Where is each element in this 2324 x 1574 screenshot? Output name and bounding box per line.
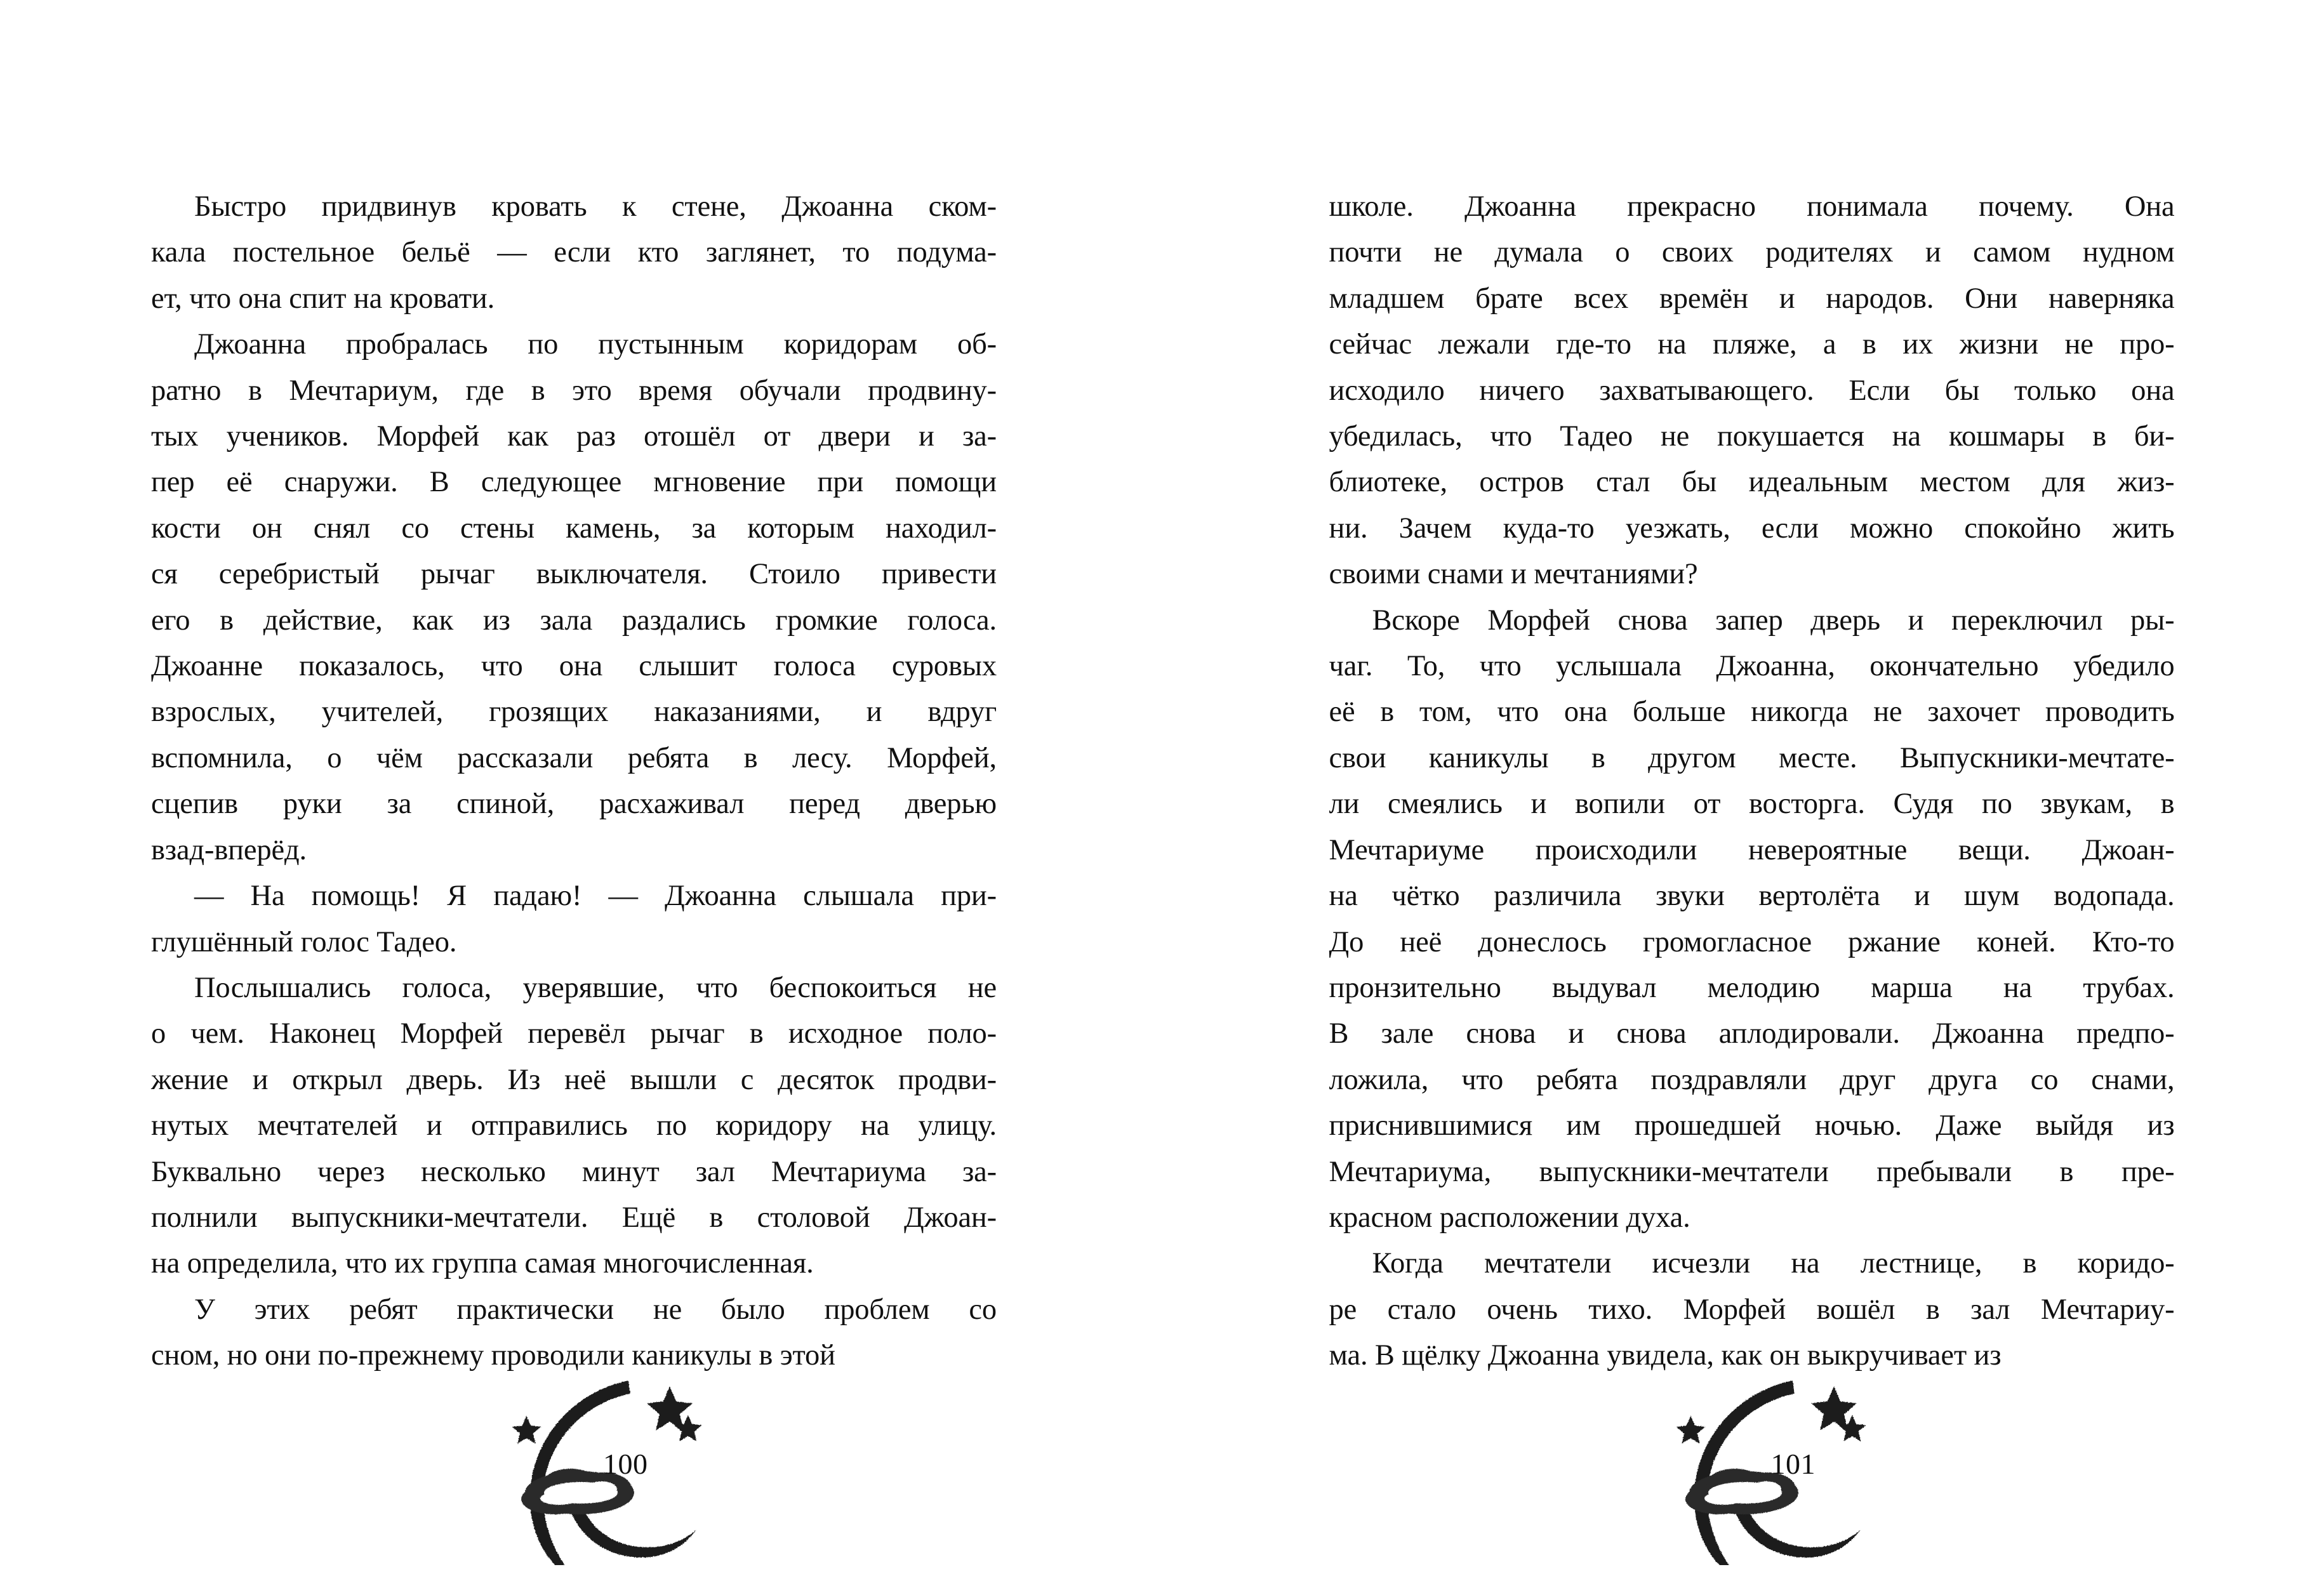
left-page-textblock: [151, 184, 997, 1379]
text-line: — На помощь! Я падаю! — Джоанна слышала при-: [194, 880, 997, 913]
text-line: сцепив руки за спиной, расхаживал перед дверью: [151, 788, 997, 821]
text-line: его в действие, как из зала раздались громкие голоса.: [151, 604, 997, 637]
text-line: убедилась, что Тадео не покушается на кошмары в би-: [1329, 420, 2175, 453]
text-line: приснившимися им прошедшей ночью. Даже выйдя из: [1329, 1109, 2175, 1142]
text-line: ратно в Мечтариум, где в это время обучали продвину-: [151, 374, 997, 407]
text-line: кости он снял со стены камень, за которым находил-: [151, 512, 997, 545]
text-line: полнили выпускники-мечтатели. Ещё в столовой Джоан-: [151, 1201, 997, 1234]
page-number-right: 101: [1770, 1448, 1816, 1480]
text-line: ся серебристый рычаг выключателя. Стоило привести: [151, 558, 997, 591]
text-line: ет, что она спит на кровати.: [151, 282, 495, 315]
text-line: пер её снаружи. В следующее мгновение при помощи: [151, 466, 997, 499]
text-line: кала постельное бельё — если кто заглянет, то подума-: [151, 236, 997, 269]
paragraph: [1329, 184, 2175, 598]
text-line: ложила, что ребята поздравляли друг друга со снами,: [1329, 1063, 2175, 1096]
text-line: своими снами и мечтаниями?: [1329, 558, 1698, 591]
text-line: В зале снова и снова аплодировали. Джоанна предпо-: [1329, 1017, 2175, 1050]
text-line: ни. Зачем куда-то уезжать, если можно спокойно жить: [1329, 512, 2175, 545]
text-line: на определила, что их группа самая многочисленная.: [151, 1247, 814, 1280]
text-line: Мечтариуме происходили невероятные вещи. Джоан-: [1329, 833, 2175, 866]
paragraph: [151, 965, 997, 1287]
text-line: свои каникулы в другом месте. Выпускники-мечтате-: [1329, 741, 2175, 774]
text-line: взрослых, учителей, грозящих наказаниями, и вдруг: [151, 696, 997, 729]
page-number-left: 100: [603, 1448, 648, 1480]
text-line: тых учеников. Морфей как раз отошёл от двери и за-: [151, 420, 997, 453]
paragraph: [151, 184, 997, 322]
text-line: Послышались голоса, уверявшие, что беспокоиться не: [194, 971, 997, 1004]
text-line: Джоанне показалось, что она слышит голоса суровых: [151, 650, 997, 683]
page-ornament-moon-stars: [486, 1375, 759, 1565]
page-right: [1162, 0, 2324, 1574]
page-ornament-moon-stars: [1650, 1375, 1923, 1565]
text-line: школе. Джоанна прекрасно понимала почему. Она: [1329, 190, 2175, 223]
text-line: жение и открыл дверь. Из неё вышли с десяток продви-: [151, 1063, 997, 1096]
text-line: блиотеке, остров стал бы идеальным местом для жиз-: [1329, 466, 2175, 499]
right-page-textblock: [1329, 184, 2175, 1379]
text-line: о чем. Наконец Морфей перевёл рычаг в исходное поло-: [151, 1017, 997, 1050]
text-line: Буквально через несколько минут зал Мечтариума за-: [151, 1155, 997, 1188]
text-line: младшем брате всех времён и народов. Они наверняка: [1329, 282, 2175, 315]
text-line: почти не думала о своих родителях и самом нудном: [1329, 236, 2175, 269]
text-line: сном, но они по-прежнему проводили каникулы в этой: [151, 1339, 835, 1372]
text-line: До неё донеслось громогласное ржание коней. Кто-то: [1329, 925, 2175, 958]
text-line: Вскоре Морфей снова запер дверь и переключил ры-: [1372, 604, 2175, 637]
paragraph: [1329, 598, 2175, 1241]
text-line: её в том, что она больше никогда не захочет проводить: [1329, 696, 2175, 729]
text-line: глушённый голос Тадео.: [151, 925, 457, 958]
paragraph: [151, 322, 997, 873]
text-line: сейчас лежали где-то на пляже, а в их жизни не про-: [1329, 328, 2175, 361]
text-line: вспомнила, о чём рассказали ребята в лесу. Морфей,: [151, 741, 997, 774]
text-line: чаг. То, что услышала Джоанна, окончательно убедило: [1329, 650, 2175, 683]
text-line: пронзительно выдувал мелодию марша на трубах.: [1329, 971, 2175, 1004]
text-line: ма. В щёлку Джоанна увидела, как он выкручивает из: [1329, 1339, 2002, 1372]
text-line: ре стало очень тихо. Морфей вошёл в зал Мечтариу-: [1329, 1293, 2175, 1326]
paragraph: [151, 1287, 997, 1379]
text-line: взад-вперёд.: [151, 833, 307, 866]
text-line: на чётко различила звуки вертолёта и шум водопада.: [1329, 880, 2175, 913]
paragraph: [151, 873, 997, 965]
text-line: У этих ребят практически не было проблем со: [194, 1293, 997, 1326]
text-line: Быстро придвинув кровать к стене, Джоанна ском-: [194, 190, 997, 223]
text-line: красном расположении духа.: [1329, 1201, 1690, 1234]
text-line: Когда мечтатели исчезли на лестнице, в коридо-: [1372, 1247, 2175, 1280]
text-line: ли смеялись и вопили от восторга. Судя по звукам, в: [1329, 788, 2175, 821]
paragraph: [1329, 1241, 2175, 1379]
text-line: исходило ничего захватывающего. Если бы только она: [1329, 374, 2175, 407]
text-line: Джоанна пробралась по пустынным коридорам об-: [194, 328, 997, 361]
text-line: Мечтариума, выпускники-мечтатели пребывали в пре-: [1329, 1155, 2175, 1188]
text-line: нутых мечтателей и отправились по коридору на улицу.: [151, 1109, 997, 1142]
